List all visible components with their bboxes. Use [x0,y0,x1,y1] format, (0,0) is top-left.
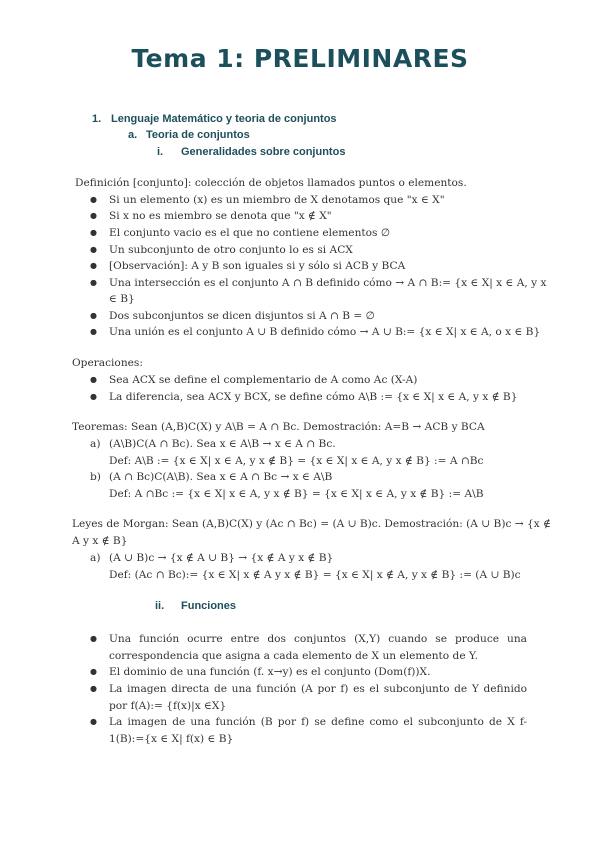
morgan-intro: Leyes de Morgan: Sean (A,B)C(X) y (Ac ∩ Bc) = (A ∪ B)c. Demostración: (A ∪ B)c → {x ∉ [72,518,551,530]
bullet-icon: ● [90,228,97,237]
bullet-icon: ● [90,392,97,401]
list-marker: a) [90,552,101,564]
list-item: El conjunto vacio es el que no contiene elementos ∅ [109,227,391,239]
list-marker: b) [90,471,101,483]
list-marker: a) [90,438,101,450]
definition-intro: Definición [conjunto]: colección de objetos llamados puntos o elementos. [75,177,467,189]
bullet-icon: ● [90,327,97,336]
bullet-icon: ● [90,278,97,287]
list-item: [Observación]: A y B son iguales si y sólo si ACB y BCA [109,260,406,272]
bullet-icon: ● [90,311,97,320]
subsection-heading: Teoria de conjuntos [146,129,250,141]
bullet-icon: ● [90,261,97,270]
theorem-b: (A ∩ Bc)C(A\B). Sea x ∈ A ∩ Bc → x ∈ A\B [109,471,333,483]
list-item: Una intersección es el conjunto A ∩ B definido cómo → A ∩ B:= {x ∈ X| x ∈ A, y x [109,277,547,289]
subsubsection-heading: Generalidades sobre conjuntos [181,146,346,158]
bullet-icon: ● [90,717,97,726]
bullet-icon: ● [90,667,97,676]
bullet-icon: ● [90,684,97,693]
theorem-a: (A\B)C(A ∩ Bc). Sea x ∈ A\B → x ∈ A ∩ Bc. [109,438,336,450]
list-item: La imagen de una función (B por f) se define como el subconjunto de X f-1(B):={x ∈ X| f(x) ∈ B} [109,716,527,745]
morgan-a-def: Def: (Ac ∩ Bc):= {x ∈ X| x ∉ A y x ∉ B} = {x ∈ X| x ∉ A, y x ∉ B} := (A ∪ B)c [109,569,521,581]
morgan-intro-cont: A y x ∉ B} [72,535,128,547]
list-item: Si x no es miembro se denota que "x ∉ X" [109,210,332,222]
outline-number: a. [128,129,138,141]
list-item: La diferencia, sea ACX y BCX, se define cómo A\B := {x ∈ X| x ∈ A, y x ∉ B} [109,391,518,403]
list-item: Dos subconjuntos se dicen disjuntos si A ∩ B = ∅ [109,310,375,322]
bullet-icon: ● [90,195,97,204]
outline-number: 1. [92,113,102,125]
list-item: Una unión es el conjunto A ∪ B definido cómo → A ∪ B:= {x ∈ X| x ∈ A, o x ∈ B} [109,326,541,338]
outline-number: ii. [155,600,165,612]
bullet-icon: ● [90,375,97,384]
bullet-icon: ● [90,245,97,254]
outline-number: i. [157,146,164,158]
section-heading: Lenguaje Matemático y teoria de conjuntos [111,113,337,125]
list-item: La imagen directa de una función (A por f) es el subconjunto de Y definido por f(A):= {f(x)|x ∈X} [109,683,527,712]
theorems-intro: Teoremas: Sean (A,B)C(X) y A\B = A ∩ Bc. Demostración: A=B → ACB y BCA [72,421,485,433]
list-item-continuation: ∈ B} [109,293,135,305]
operations-label: Operaciones: [72,357,143,369]
subsubsection-heading: Funciones [181,600,237,612]
morgan-a: (A ∪ B)c → {x ∉ A ∪ B} → {x ∉ A y x ∉ B} [109,552,334,564]
list-item: Si un elemento (x) es un miembro de X denotamos que "x ∈ X" [109,194,445,206]
list-item: Una función ocurre entre dos conjuntos (X,Y) cuando se produce una correspondencia que asigna a cada elemento de X un elemento de Y. [109,633,527,662]
list-item: El dominio de una función (f. x→y) es el conjunto (Dom(f))X. [109,666,431,678]
page-title: Tema 1: PRELIMINARES [131,44,469,73]
list-item: Un subconjunto de otro conjunto lo es si ACX [109,244,353,256]
bullet-icon: ● [90,634,97,643]
bullet-icon: ● [90,211,97,220]
list-item: Sea ACX se define el complementario de A como Ac (X-A) [109,374,418,386]
theorem-a-def: Def: A\B := {x ∈ X| x ∈ A, y x ∉ B} = {x ∈ X| x ∈ A, y x ∉ B} := A ∩Bc [109,455,484,467]
theorem-b-def: Def: A ∩Bc := {x ∈ X| x ∈ A, y x ∉ B} = {x ∈ X| x ∈ A, y x ∉ B} := A\B [109,488,484,500]
